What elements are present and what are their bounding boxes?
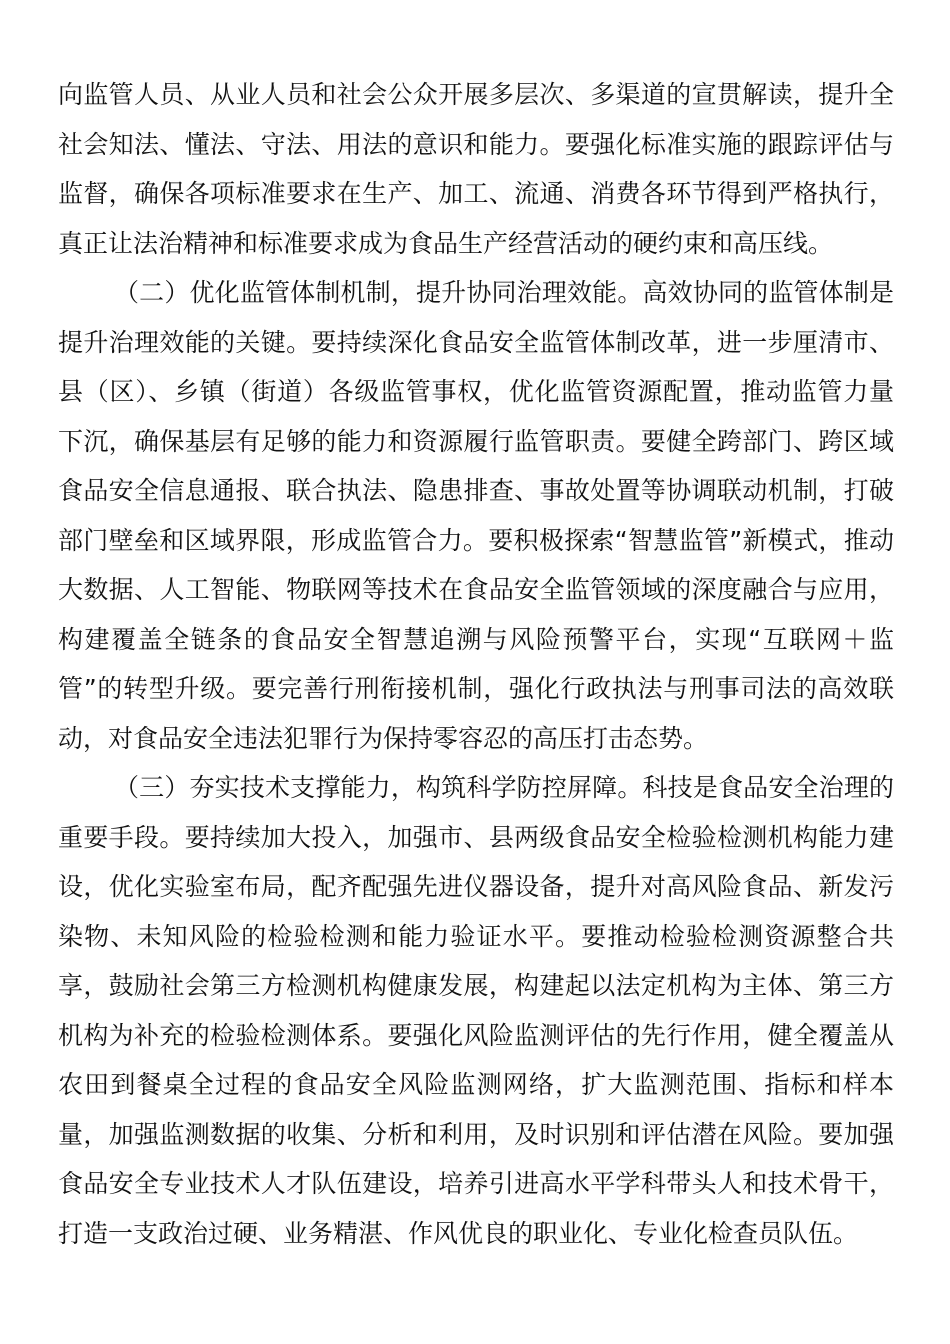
paragraph-section-3: （三）夯实技术支撑能力，构筑科学防控屏障。科技是食品安全治理的重要手段。要持续加大投入，加强市、县两级食品安全检验检测机构能力建设，优化实验室布局，配齐配强先进仪器设备，提升对高风险食品、新发污染物、未知风险的检验检测和能力验证水平。要推动检验检测资源整合共享，鼓励社会第三方检测机构健康发展，构建起以法定机构为主体、第三方机构为补充的检验检测体系。要强化风险监测评估的先行作用，健全覆盖从农田到餐桌全过程的食品安全风险监测网络，扩大监测范围、指标和样本量，加强监测数据的收集、分析和利用，及时识别和评估潜在风险。要加强食品安全专业技术人才队伍建设，培养引进高水平学科带头人和技术骨干，打造一支政治过硬、业务精湛、作风优良的职业化、专业化检查员队伍。: [58, 773, 894, 1248]
document-page: [58, 70, 894, 1258]
paragraph-section-2: （二）优化监管体制机制，提升协同治理效能。高效协同的监管体制是提升治理效能的关键。要持续深化食品安全监管体制改革，进一步厘清市、县（区）、乡镇（街道）各级监管事权，优化监管资源配置，推动监管力量下沉，确保基层有足够的能力和资源履行监管职责。要健全跨部门、跨区域食品安全信息通报、联合执法、隐患排查、事故处置等协调联动机制，打破部门壁垒和区域界限，形成监管合力。要积极探索“智慧监管”新模式，推动大数据、人工智能、物联网等技术在食品安全监管领域的深度融合与应用，构建覆盖全链条的食品安全智慧追溯与风险预警平台，实现“互联网＋监管”的转型升级。要完善行刑衔接机制，强化行政执法与刑事司法的高效联动，对食品安全违法犯罪行为保持零容忍的高压打击态势。: [58, 278, 894, 753]
paragraph-continuation: 向监管人员、从业人员和社会公众开展多层次、多渠道的宣贯解读，提升全社会知法、懂法、守法、用法的意识和能力。要强化标准实施的跟踪评估与监督，确保各项标准要求在生产、加工、流通、消费各环节得到严格执行，真正让法治精神和标准要求成为食品生产经营活动的硬约束和高压线。: [58, 80, 894, 258]
